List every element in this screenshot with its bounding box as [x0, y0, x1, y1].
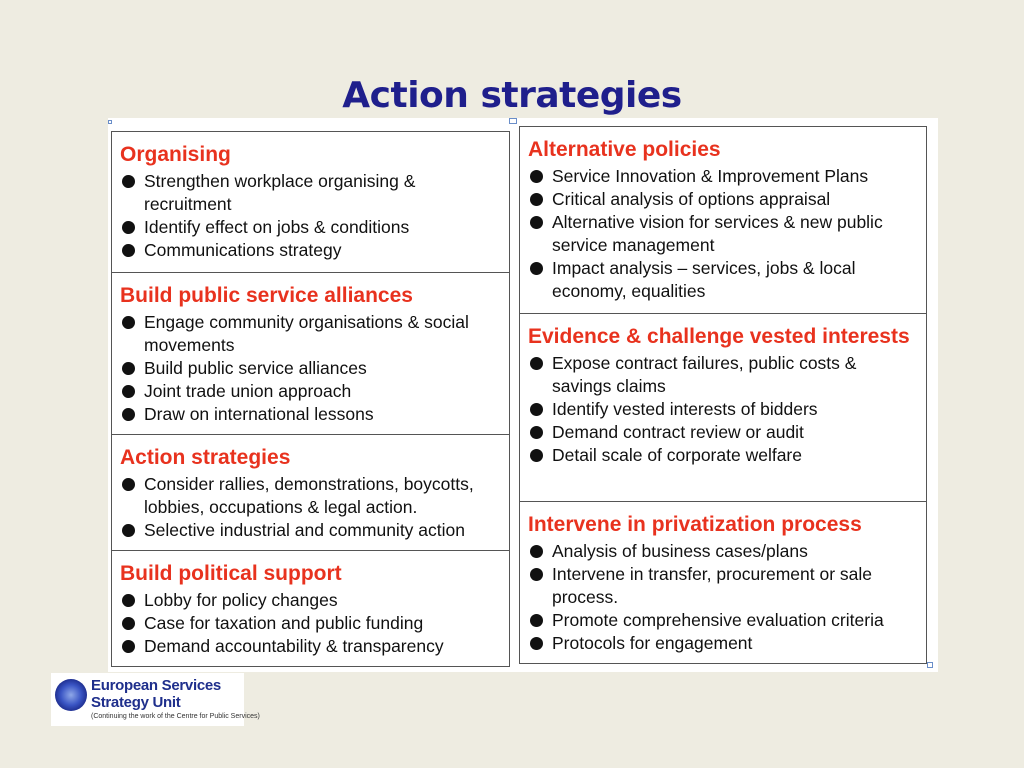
list-item: Critical analysis of options appraisal: [528, 188, 918, 211]
bullet-icon: [122, 524, 135, 537]
list-item: Consider rallies, demonstrations, boycotts, lobbies, occupations & legal action.: [120, 473, 501, 519]
bullet-icon: [530, 216, 543, 229]
list-item: Case for taxation and public funding: [120, 612, 501, 635]
bullet-icon: [122, 244, 135, 257]
box-title: Organising: [120, 143, 231, 166]
globe-icon: [55, 679, 87, 711]
slide-title: Action strategies: [342, 75, 682, 116]
list-item: Engage community organisations & social movements: [120, 311, 501, 357]
resize-handle[interactable]: [509, 118, 517, 124]
list-item: Strengthen workplace organising & recruitment: [120, 170, 501, 216]
list-item: Selective industrial and community action: [120, 519, 501, 542]
organising-box: [112, 132, 509, 273]
political-support-box: [112, 551, 509, 666]
bullet-icon: [530, 357, 543, 370]
box-title: Build public service alliances: [120, 284, 413, 307]
list-item: Communications strategy: [120, 239, 501, 262]
bullet-icon: [530, 193, 543, 206]
box-title: Intervene in privatization process: [528, 513, 862, 536]
list-item: Detail scale of corporate welfare: [528, 444, 918, 467]
alliances-box: [112, 273, 509, 435]
list-item: Service Innovation & Improvement Plans: [528, 165, 918, 188]
list-item: Identify vested interests of bidders: [528, 398, 918, 421]
box-title: Build political support: [120, 562, 342, 585]
list-item: Demand accountability & transparency: [120, 635, 501, 658]
bullet-icon: [530, 545, 543, 558]
list-item: Promote comprehensive evaluation criteria: [528, 609, 918, 632]
bullet-icon: [122, 408, 135, 421]
strategy-diagram: [108, 118, 938, 672]
list-item: Expose contract failures, public costs & savings claims: [528, 352, 918, 398]
bullet-icon: [122, 594, 135, 607]
bullet-icon: [530, 568, 543, 581]
bullet-icon: [530, 449, 543, 462]
bullet-icon: [122, 385, 135, 398]
bullet-icon: [122, 221, 135, 234]
box-title: Action strategies: [120, 446, 291, 469]
list-item: Build public service alliances: [120, 357, 501, 380]
bullet-icon: [122, 617, 135, 630]
bullet-icon: [122, 478, 135, 491]
privatization-box: [520, 502, 926, 663]
right-column: [519, 126, 927, 664]
logo-line1: European Services: [91, 677, 221, 694]
list-item: Demand contract review or audit: [528, 421, 918, 444]
list-item: Impact analysis – services, jobs & local economy, equalities: [528, 257, 918, 303]
resize-handle[interactable]: [927, 662, 933, 668]
bullet-icon: [530, 170, 543, 183]
bullet-icon: [122, 640, 135, 653]
list-item: Draw on international lessons: [120, 403, 501, 426]
bullet-icon: [122, 175, 135, 188]
action-strategies-box: [112, 435, 509, 551]
list-item: Analysis of business cases/plans: [528, 540, 918, 563]
list-item: Lobby for policy changes: [120, 589, 501, 612]
evidence-box: [520, 314, 926, 502]
list-item: Identify effect on jobs & conditions: [120, 216, 501, 239]
resize-handle[interactable]: [108, 120, 112, 124]
list-item: Intervene in transfer, procurement or sale process.: [528, 563, 918, 609]
bullet-icon: [530, 614, 543, 627]
logo-tagline: (Continuing the work of the Centre for Public Services): [91, 713, 260, 720]
bullet-icon: [122, 362, 135, 375]
list-item: Alternative vision for services & new public service management: [528, 211, 918, 257]
bullet-icon: [530, 637, 543, 650]
bullet-icon: [530, 262, 543, 275]
left-column: [111, 131, 510, 667]
alternative-policies-box: [520, 127, 926, 314]
box-title: Evidence & challenge vested interests: [528, 325, 910, 348]
bullet-icon: [530, 403, 543, 416]
logo: [51, 673, 260, 726]
logo-line2: Strategy Unit: [91, 694, 181, 711]
bullet-icon: [122, 316, 135, 329]
bullet-icon: [530, 426, 543, 439]
list-item: Joint trade union approach: [120, 380, 501, 403]
box-title: Alternative policies: [528, 138, 721, 161]
list-item: Protocols for engagement: [528, 632, 918, 655]
